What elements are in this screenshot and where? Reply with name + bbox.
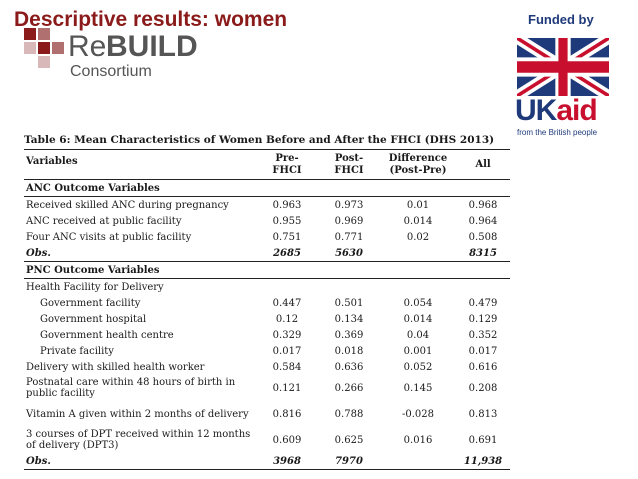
cell-pre: 0.751: [272, 231, 302, 243]
section-label: PNC Outcome Variables: [24, 262, 510, 279]
cell-post: 0.969: [334, 215, 364, 227]
row-label: Four ANC visits at public facility: [26, 231, 192, 243]
cell-all: 0.616: [468, 361, 498, 373]
cell-pre: 0.955: [272, 215, 302, 227]
subheader-label: Health Facility for Delivery: [26, 281, 164, 293]
ukaid-aid: aid: [556, 94, 597, 127]
ukaid-uk: UK: [515, 94, 557, 127]
cell-diff: [380, 453, 456, 470]
cell-post: 0.266: [334, 382, 364, 394]
cell-post: 0.369: [334, 329, 364, 341]
header-diff-line2: (Post-Pre): [389, 164, 447, 176]
table-row: [24, 359, 510, 375]
row-label: Government hospital: [40, 313, 147, 325]
cell-all: 0.129: [468, 313, 498, 325]
ukaid-tagline: from the British people: [517, 128, 598, 137]
cell-pre: 0.447: [272, 297, 302, 309]
cell-diff: [380, 245, 456, 262]
union-jack-flag: [517, 38, 609, 96]
section-row-pnc: [24, 262, 510, 279]
header-pre-fhci: [256, 150, 318, 180]
cell-pre: 3968: [256, 453, 318, 470]
table-row: [24, 427, 510, 453]
results-table: [24, 149, 510, 470]
cell-all: 0.691: [468, 434, 498, 446]
row-label: Government health centre: [40, 329, 174, 341]
table-row: [24, 311, 510, 327]
cell-post: 0.788: [334, 408, 364, 420]
table-header-row: [24, 150, 510, 180]
table-title: Table 6: Mean Characteristics of Women Before and After the FHCI (DHS 2013): [24, 134, 495, 146]
row-label: Obs.: [26, 247, 51, 259]
cell-diff: 0.054: [403, 297, 433, 309]
cell-all: 8315: [469, 247, 497, 259]
row-label: Obs.: [24, 453, 256, 470]
cell-diff: 0.001: [403, 345, 433, 357]
cell-diff: 0.016: [403, 434, 433, 446]
row-label: Government facility: [40, 297, 141, 309]
cell-pre: 0.12: [275, 313, 299, 325]
cell-post: 0.771: [334, 231, 364, 243]
row-label: Vitamin A given within 2 months of delivery: [26, 408, 249, 420]
obs-row-anc: [24, 245, 510, 262]
cell-all: 0.968: [468, 199, 498, 211]
cell-pre: 0.121: [272, 382, 302, 394]
cell-pre: 0.963: [272, 199, 302, 211]
row-label: Postnatal care within 48 hours of birth in public facility: [26, 377, 236, 399]
cell-all: 0.352: [468, 329, 498, 341]
svg-text:BUILD: BUILD: [106, 30, 198, 63]
ukaid-logo: [515, 96, 597, 126]
header-diff-line1: Difference: [388, 152, 448, 164]
cell-post: 0.636: [334, 361, 364, 373]
cell-all: 0.813: [468, 408, 498, 420]
table-row: [24, 327, 510, 343]
cell-pre: 0.584: [272, 361, 302, 373]
row-label: Private facility: [40, 345, 114, 357]
funded-by-label: Funded by: [528, 12, 594, 27]
cell-all: 0.208: [468, 382, 498, 394]
cell-all: 0.479: [468, 297, 498, 309]
header-post-line1: Post-: [334, 152, 364, 164]
row-label: Delivery with skilled health worker: [26, 361, 205, 373]
slide-title: Descriptive results: women: [14, 8, 288, 31]
table-row: [24, 343, 510, 359]
cell-post: 0.625: [334, 434, 364, 446]
header-difference: [380, 150, 456, 180]
header-all: All: [475, 158, 491, 170]
cell-post: 0.973: [334, 199, 364, 211]
cell-diff: 0.04: [406, 329, 430, 341]
cell-pre: 0.017: [272, 345, 302, 357]
cell-diff: 0.014: [403, 313, 433, 325]
obs-row-pnc: [24, 453, 510, 470]
cell-post: 7970: [318, 453, 380, 470]
cell-diff: -0.028: [401, 408, 434, 420]
cell-all: 0.508: [468, 231, 498, 243]
cell-pre: 0.329: [272, 329, 302, 341]
header-pre-line2: FHCI: [272, 164, 302, 176]
table-row: [24, 197, 510, 214]
cell-all: 0.017: [468, 345, 498, 357]
cell-post: 0.134: [334, 313, 364, 325]
cell-pre: 2685: [273, 247, 301, 259]
svg-text:Consortium: Consortium: [70, 63, 152, 78]
table-row: [24, 213, 510, 229]
row-label: Received skilled ANC during pregnancy: [26, 199, 229, 211]
row-label: 3 courses of DPT received within 12 months of delivery (DPT3): [26, 429, 251, 451]
cell-post: 0.018: [334, 345, 364, 357]
row-label: ANC received at public facility: [26, 215, 182, 227]
cell-all: 11,938: [456, 453, 510, 470]
header-pre-line1: Pre-: [275, 152, 299, 164]
cell-pre: 0.816: [272, 408, 302, 420]
cell-pre: 0.609: [272, 434, 302, 446]
cell-diff: 0.052: [403, 361, 433, 373]
cell-diff: 0.145: [403, 382, 433, 394]
table-row: [24, 229, 510, 245]
header-variables: Variables: [26, 156, 78, 167]
cell-all: 0.964: [468, 215, 498, 227]
section-label: ANC Outcome Variables: [24, 180, 510, 197]
table-row: [24, 401, 510, 427]
svg-text:Re: Re: [68, 30, 107, 63]
cell-diff: 0.01: [406, 199, 430, 211]
cell-post: 0.501: [334, 297, 364, 309]
header-post-line2: FHCI: [334, 164, 364, 176]
cell-diff: 0.014: [403, 215, 433, 227]
cell-post: 5630: [335, 247, 363, 259]
header-post-fhci: [318, 150, 380, 180]
subheader-row: [24, 279, 510, 296]
cell-diff: 0.02: [406, 231, 430, 243]
table-row: [24, 375, 510, 401]
section-row-anc: [24, 180, 510, 197]
table-row: [24, 295, 510, 311]
